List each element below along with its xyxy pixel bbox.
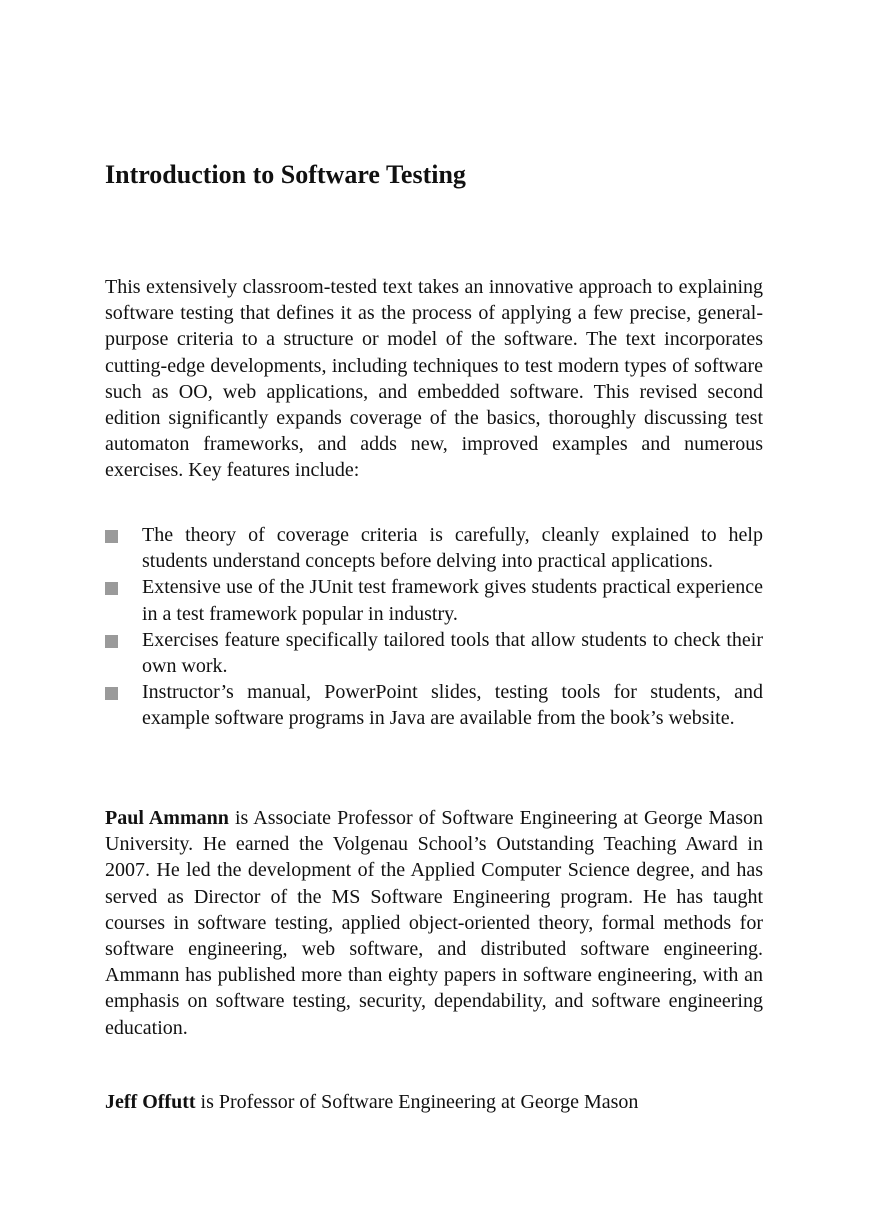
author-name: Paul Ammann [105, 807, 229, 829]
list-item-text: Exercises feature specifically tailored tools that allow students to check their own work. [142, 628, 763, 678]
list-item-text: The theory of coverage criteria is carefully, cleanly explained to help students understand concepts before delving into practical applications. [142, 524, 763, 573]
intro-paragraph: This extensively classroom-tested text takes an innovative approach to explaining software testing that defines it as the process of applying a few precise, general-purpose criteria to a structure or model of the software. The text incorporates cutting-edge developments, including techniques to test modern types of software such as OO, web applications, and embedded software. This revised second edition significantly expands coverage of the basics, thoroughly discussing test automaton frameworks, and adds new, improved examples and numerous exercises. Key features include: [105, 276, 763, 482]
author-bio-text: is Professor of Software Engineering at George Mason [195, 1091, 639, 1113]
key-features-list [105, 522, 763, 732]
square-bullet-icon [105, 582, 118, 595]
list-item [105, 627, 763, 679]
page-title: Introduction to Software Testing [105, 160, 466, 189]
square-bullet-icon [105, 530, 118, 543]
list-item-text: Instructor’s manual, PowerPoint slides, testing tools for students, and example software programs in Java are available from the book’s website. [142, 681, 763, 730]
author-bio-text: is Associate Professor of Software Engineering at George Mason University. He earned the Volgenau School’s Outstanding Teaching Award in 2007. He led the development of the Applied Computer Science degree, and has served as Director of the MS Software Engineering program. He has taught courses in software testing, applied object-oriented theory, formal methods for software engineering, web software, and distributed software engineering. Ammann has published more than eighty papers in software engineering, with an emphasis on software testing, security, dependability, and software engineering education. [105, 807, 763, 1039]
square-bullet-icon [105, 687, 118, 700]
list-item [105, 522, 763, 574]
author-name: Jeff Offutt [105, 1091, 196, 1113]
square-bullet-icon [105, 635, 118, 648]
list-item [105, 679, 763, 731]
author-bio-ammann [105, 805, 763, 1041]
list-item [105, 574, 763, 626]
list-item-text: Extensive use of the JUnit test framework gives students practical experience in a test framework popular in industry. [142, 576, 763, 625]
author-bio-offutt [105, 1089, 763, 1115]
